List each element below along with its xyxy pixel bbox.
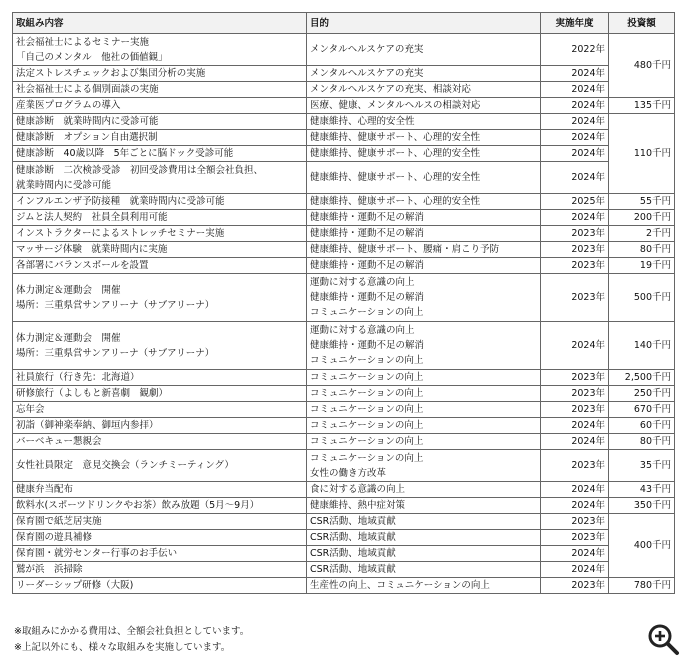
header-purpose: 目的 [307, 13, 541, 34]
cell-year: 2024年 [541, 498, 609, 514]
cell-purpose [307, 226, 541, 242]
cell-year: 2024年 [541, 66, 609, 82]
cell-purpose [307, 82, 541, 98]
item-text: 忘年会 [16, 404, 45, 415]
cell-purpose [307, 530, 541, 546]
purpose-text: 健康維持、健康サポート、心理的安全性 [310, 148, 481, 159]
cell-purpose [307, 242, 541, 258]
cell-year: 2024年 [541, 210, 609, 226]
cell-item [13, 578, 307, 594]
cell-year: 2023年 [541, 370, 609, 386]
purpose-text: 健康維持、健康サポート、心理的安全性 [310, 172, 481, 183]
table-row [13, 130, 675, 146]
measures-table [12, 12, 675, 594]
cell-item [13, 530, 307, 546]
item-text: 「自己のメンタル 他社の価値観」 [16, 51, 168, 63]
table-header-row [13, 13, 675, 34]
table-row [13, 482, 675, 498]
cell-year: 2025年 [541, 194, 609, 210]
cell-year: 2023年 [541, 514, 609, 530]
purpose-text: 医療、健康、メンタルヘルスの相談対応 [310, 100, 481, 111]
cell-amount: 780千円 [609, 578, 675, 594]
cell-amount: 670千円 [609, 402, 675, 418]
table-row [13, 514, 675, 530]
cell-purpose [307, 418, 541, 434]
purpose-text: 健康維持、心理的安全性 [310, 116, 415, 127]
purpose-text: CSR活動、地域貢献 [310, 564, 396, 575]
cell-year: 2023年 [541, 242, 609, 258]
table-row [13, 258, 675, 274]
purpose-text: CSR活動、地域貢献 [310, 548, 396, 559]
cell-item [13, 274, 307, 322]
item-text: 健康診断 オプション自由選択制 [16, 132, 158, 143]
purpose-text: 女性の働き方改革 [310, 467, 387, 479]
cell-item [13, 562, 307, 578]
item-text: 場所：三重県営サンアリーナ（サブアリーナ） [16, 347, 215, 359]
header-year: 実施年度 [541, 13, 609, 34]
cell-purpose [307, 34, 541, 66]
table-row [13, 226, 675, 242]
table-row [13, 450, 675, 482]
purpose-text: 健康維持・運動不足の解消 [310, 228, 425, 239]
cell-purpose [307, 386, 541, 402]
item-text: 就業時間内に受診可能 [16, 179, 112, 191]
item-text: 保育園・就労センター行事のお手伝い [16, 548, 178, 559]
cell-purpose [307, 274, 541, 322]
cell-year: 2023年 [541, 226, 609, 242]
cell-item [13, 370, 307, 386]
table-row [13, 322, 675, 370]
cell-item [13, 418, 307, 434]
cell-purpose [307, 66, 541, 82]
purpose-text: 健康維持・運動不足の解消 [310, 292, 425, 303]
cell-item [13, 210, 307, 226]
cell-purpose [307, 546, 541, 562]
cell-year: 2023年 [541, 386, 609, 402]
cell-item [13, 194, 307, 210]
cell-item [13, 386, 307, 402]
cell-year: 2023年 [541, 578, 609, 594]
purpose-text: コミュニケーションの向上 [310, 307, 424, 318]
cell-item [13, 226, 307, 242]
table-row [13, 530, 675, 546]
cell-purpose [307, 578, 541, 594]
item-text: 法定ストレスチェックおよび集団分析の実施 [16, 68, 206, 79]
item-text: 体力測定＆運動会 開催 [16, 332, 121, 344]
cell-year: 2024年 [541, 82, 609, 98]
item-text: 社員旅行（行き先：北海道） [16, 372, 140, 383]
cell-purpose [307, 370, 541, 386]
cell-year: 2024年 [541, 98, 609, 114]
footnote: ※上記以外にも、様々な取組みを実施しています。 [14, 642, 231, 653]
cell-purpose [307, 450, 541, 482]
cell-amount: 250千円 [609, 386, 675, 402]
purpose-text: コミュニケーションの向上 [310, 436, 424, 447]
cell-item [13, 514, 307, 530]
cell-item [13, 98, 307, 114]
cell-item [13, 162, 307, 194]
item-text: マッサージ体験 就業時間内に実施 [16, 244, 168, 255]
purpose-text: 運動に対する意識の向上 [310, 277, 415, 288]
cell-item [13, 546, 307, 562]
cell-year: 2023年 [541, 530, 609, 546]
item-text: 産業医プログラムの導入 [16, 100, 121, 111]
table-row [13, 498, 675, 514]
item-text: 女性社員限定 意見交換会（ランチミーティング） [16, 460, 234, 471]
cell-year: 2023年 [541, 402, 609, 418]
cell-item [13, 34, 307, 66]
table-row [13, 194, 675, 210]
item-text: 研修旅行（よしもと新喜劇 観劇） [16, 388, 169, 399]
cell-purpose [307, 114, 541, 130]
purpose-text: 健康維持、健康サポート、腰痛・肩こり予防 [310, 244, 500, 255]
item-text: 保育園の遊具補修 [16, 532, 93, 543]
cell-purpose [307, 258, 541, 274]
cell-item [13, 402, 307, 418]
table-row [13, 434, 675, 450]
cell-item [13, 146, 307, 162]
purpose-text: CSR活動、地域貢献 [310, 532, 396, 543]
cell-year: 2022年 [541, 34, 609, 66]
table-row [13, 274, 675, 322]
cell-year: 2024年 [541, 114, 609, 130]
item-text: バーベキュー懇親会 [16, 436, 102, 447]
table-row [13, 98, 675, 114]
cell-purpose [307, 402, 541, 418]
purpose-text: CSR活動、地域貢献 [310, 516, 396, 527]
purpose-text: コミュニケーションの向上 [310, 420, 424, 431]
cell-amount: 135千円 [609, 98, 675, 114]
item-text: 健康診断 40歳以降 5年ごとに脳ドック受診可能 [16, 148, 234, 159]
item-text: 保育園で紙芝居実施 [16, 516, 102, 527]
purpose-text: 生産性の向上、コミュニケーションの向上 [310, 580, 490, 591]
purpose-text: メンタルヘルスケアの充実、相談対応 [310, 84, 471, 95]
table-row [13, 546, 675, 562]
purpose-text: コミュニケーションの向上 [310, 388, 424, 399]
cell-amount: 35千円 [609, 450, 675, 482]
cell-year: 2024年 [541, 434, 609, 450]
table-row [13, 562, 675, 578]
cell-amount: 60千円 [609, 418, 675, 434]
cell-item [13, 130, 307, 146]
cell-purpose [307, 210, 541, 226]
cell-year: 2023年 [541, 274, 609, 322]
table-row [13, 418, 675, 434]
cell-purpose [307, 130, 541, 146]
cell-year: 2024年 [541, 482, 609, 498]
item-text: 社会福祉士による個別面談の実施 [16, 84, 159, 95]
cell-year: 2024年 [541, 322, 609, 370]
cell-item [13, 242, 307, 258]
item-text: 初詣（御神楽奉納、御垣内参拝） [16, 420, 159, 431]
cell-item [13, 322, 307, 370]
cell-year: 2024年 [541, 162, 609, 194]
table-row [13, 114, 675, 130]
header-amount: 投資額 [609, 13, 675, 34]
purpose-text: 健康維持、熱中症対策 [310, 500, 406, 511]
cell-purpose [307, 482, 541, 498]
cell-amount: 19千円 [609, 258, 675, 274]
cell-year: 2024年 [541, 130, 609, 146]
cell-amount: 55千円 [609, 194, 675, 210]
item-text: 体力測定＆運動会 開催 [16, 284, 121, 296]
purpose-text: 健康維持・運動不足の解消 [310, 340, 425, 351]
table-row [13, 146, 675, 162]
cell-year: 2023年 [541, 258, 609, 274]
cell-purpose [307, 498, 541, 514]
cell-year: 2024年 [541, 546, 609, 562]
cell-purpose [307, 514, 541, 530]
purpose-text: 健康維持・運動不足の解消 [310, 260, 425, 271]
cell-item [13, 114, 307, 130]
cell-item [13, 82, 307, 98]
cell-amount: 110千円 [609, 114, 675, 194]
cell-purpose [307, 562, 541, 578]
cell-year: 2024年 [541, 562, 609, 578]
purpose-text: 運動に対する意識の向上 [310, 325, 415, 336]
item-text: 健康診断 二次検診受診 初回受診費用は全額会社負担、 [16, 164, 264, 176]
cell-amount: 400千円 [609, 514, 675, 578]
table-row [13, 402, 675, 418]
cell-amount: 2千円 [609, 226, 675, 242]
item-text: 健康弁当配布 [16, 484, 74, 495]
cell-year: 2023年 [541, 450, 609, 482]
table-row [13, 66, 675, 82]
cell-amount: 80千円 [609, 434, 675, 450]
purpose-text: コミュニケーションの向上 [310, 372, 424, 383]
table-row [13, 162, 675, 194]
item-text: インストラクターによるストレッチセミナー実施 [16, 228, 225, 239]
purpose-text: コミュニケーションの向上 [310, 452, 424, 464]
cell-amount: 200千円 [609, 210, 675, 226]
table-row [13, 34, 675, 66]
item-text: 健康診断 就業時間内に受診可能 [16, 116, 159, 127]
item-text: 社会福祉士によるセミナー実施 [16, 36, 150, 48]
zoom-in-icon[interactable] [646, 622, 680, 656]
item-text: 各部署にバランスボールを設置 [16, 260, 149, 271]
cell-purpose [307, 98, 541, 114]
purpose-text: 健康維持、健康サポート、心理的安全性 [310, 196, 481, 207]
cell-item [13, 482, 307, 498]
cell-item [13, 434, 307, 450]
purpose-text: コミュニケーションの向上 [310, 355, 424, 366]
purpose-text: メンタルヘルスケアの充実 [310, 44, 424, 55]
table-row [13, 210, 675, 226]
cell-purpose [307, 162, 541, 194]
cell-item [13, 258, 307, 274]
table-row [13, 370, 675, 386]
cell-purpose [307, 434, 541, 450]
cell-purpose [307, 322, 541, 370]
cell-year: 2024年 [541, 146, 609, 162]
header-item: 取組み内容 [13, 13, 307, 34]
item-text: リーダーシップ研修（大阪) [16, 580, 134, 591]
footnote: ※取組みにかかる費用は、全額会社負担としています。 [14, 626, 250, 637]
purpose-text: 健康維持・運動不足の解消 [310, 212, 425, 223]
cell-item [13, 498, 307, 514]
purpose-text: 食に対する意識の向上 [310, 484, 406, 495]
item-text: 飲料水(スポーツドリンクやお茶）飲み放題（5月～9月） [16, 500, 260, 511]
table-row [13, 82, 675, 98]
item-text: 鷲が浜 浜掃除 [16, 564, 83, 575]
cell-amount: 80千円 [609, 242, 675, 258]
purpose-text: 健康維持、健康サポート、心理的安全性 [310, 132, 481, 143]
cell-purpose [307, 194, 541, 210]
purpose-text: コミュニケーションの向上 [310, 404, 424, 415]
purpose-text: メンタルヘルスケアの充実 [310, 68, 424, 79]
cell-amount: 500千円 [609, 274, 675, 322]
cell-year: 2024年 [541, 418, 609, 434]
table-body [13, 34, 675, 594]
cell-amount: 140千円 [609, 322, 675, 370]
cell-amount: 2,500千円 [609, 370, 675, 386]
footnotes [14, 624, 249, 656]
table-row [13, 386, 675, 402]
cell-amount: 43千円 [609, 482, 675, 498]
cell-item [13, 66, 307, 82]
cell-item [13, 450, 307, 482]
table-row [13, 242, 675, 258]
cell-amount: 480千円 [609, 34, 675, 98]
table-row [13, 578, 675, 594]
cell-purpose [307, 146, 541, 162]
cell-amount: 350千円 [609, 498, 675, 514]
item-text: ジムと法人契約 社員全員利用可能 [16, 212, 168, 223]
item-text: インフルエンザ予防接種 就業時間内に受診可能 [16, 196, 225, 207]
item-text: 場所：三重県営サンアリーナ（サブアリーナ） [16, 299, 215, 311]
